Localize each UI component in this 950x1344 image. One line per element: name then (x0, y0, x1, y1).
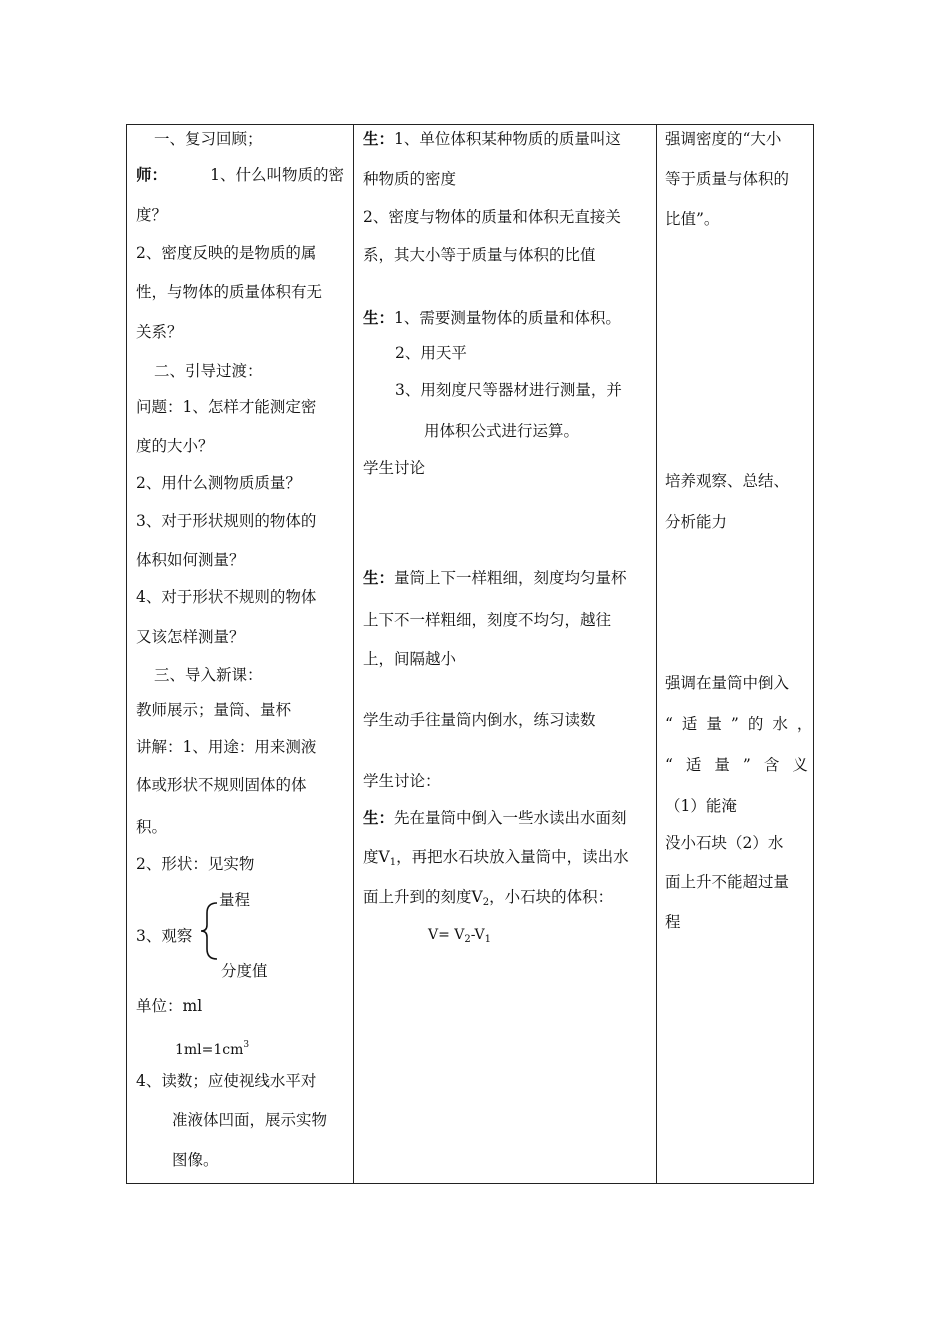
text-line: 没小石块（2）水 (665, 834, 784, 852)
text-line: 性，与物体的质量体积有无 (136, 283, 323, 301)
text-line: 2、用什么测物质质量？ (136, 474, 301, 492)
text-fragment: ，再把水石块放入量筒中，读出水 (396, 848, 629, 866)
text-line: 上，间隔越小 (363, 650, 457, 668)
student-answer (363, 129, 621, 149)
text-line: 体或形状不规则固体的体 (136, 776, 307, 794)
text-line: 4、读数；应使视线水平对 (136, 1072, 317, 1090)
text-line: 3、用刻度尺等器材进行测量，并 (395, 381, 622, 399)
text-line: 图像。 (172, 1151, 219, 1169)
text-line: “适量”含义 (665, 756, 821, 774)
volume-formula (428, 925, 491, 950)
subscript: 2 (464, 934, 471, 945)
text-line: 面上升不能超过量 (665, 873, 790, 891)
text-line (363, 887, 613, 913)
subscript: 1 (389, 857, 397, 868)
text-line: 比值”。 (665, 210, 720, 228)
text-line: 准液体凹面，展示实物 (172, 1111, 328, 1129)
observe-range: 量程 (219, 891, 251, 909)
text-line: 3、对于形状规则的物体的 (136, 512, 317, 530)
text-line: 关系？ (136, 323, 183, 341)
text-line: 体积如何测量？ (136, 551, 245, 569)
observe-division: 分度值 (221, 962, 268, 980)
text-line: “适量”的水， (665, 715, 822, 733)
section-heading: 一、复习回顾； (154, 130, 263, 148)
text-fragment: 面上升到的刻度V (363, 888, 483, 906)
lesson-table (126, 124, 822, 1184)
answer-text: 1、单位体积某种物质的质量叫这 (394, 130, 621, 148)
subscript: 2 (482, 897, 490, 908)
text-line: 又该怎样测量？ (136, 628, 245, 646)
text-fragment: 度V (363, 848, 390, 866)
text-line: 2、形状：见实物 (136, 855, 255, 873)
speaker-label: 生： (363, 808, 395, 827)
text-line: 2、用天平 (395, 344, 467, 362)
text-fragment: ，小石块的体积： (489, 888, 614, 906)
student-answer (363, 808, 627, 828)
conversion-exponent: 3 (243, 1040, 250, 1050)
text-line: 4、对于形状不规则的物体 (136, 588, 317, 606)
text-line: 系，其大小等于质量与体积的比值 (363, 246, 596, 264)
section-heading: 三、导入新课： (154, 666, 263, 684)
text-line: 学生讨论 (363, 459, 426, 477)
text-line: 等于质量与体积的 (665, 170, 790, 188)
text-line (363, 847, 629, 873)
student-answer (363, 568, 627, 588)
text-line: 种物质的密度 (363, 170, 457, 188)
student-answer (363, 308, 621, 328)
curly-brace-icon (199, 901, 221, 961)
teacher-column (127, 125, 353, 1183)
text-line: 强调在量筒中倒入 (665, 674, 790, 692)
speaker-label: 生： (363, 568, 395, 587)
text-line: 问题：1、怎样才能测定密 (136, 398, 317, 416)
formula-part: -V (470, 927, 485, 943)
text-line: 教师展示；量筒、量杯 (136, 701, 292, 719)
text-line: 学生动手往量筒内倒水，练习读数 (363, 711, 596, 729)
conversion-text: 1ml=1cm (175, 1042, 244, 1058)
answer-text: 先在量筒中倒入一些水读出水面刻 (394, 809, 627, 827)
student-column (354, 125, 656, 1183)
conversion-line (175, 1035, 249, 1060)
speaker-label: 生： (363, 308, 395, 327)
text-line: 分析能力 (665, 513, 728, 531)
speaker-label: 师： (136, 165, 168, 184)
section-heading: 二、引导过渡： (154, 362, 263, 380)
text-line: 强调密度的“大小 (665, 130, 782, 148)
subscript: 1 (484, 934, 491, 945)
text-line: 度的大小？ (136, 437, 214, 455)
text-line: 程 (665, 913, 681, 931)
answer-text: 1、需要测量物体的质量和体积。 (394, 309, 621, 327)
text-line: 积。 (136, 818, 168, 836)
question-text: 1、什么叫物质的密 (210, 166, 344, 184)
text-line: 2、密度反映的是物质的属 (136, 244, 317, 262)
notes-column (657, 125, 822, 1183)
answer-text: 量筒上下一样粗细，刻度均匀量杯 (394, 569, 627, 587)
text-line: 上下不一样粗细，刻度不均匀，越往 (363, 611, 612, 629)
unit-line: 单位：ml (136, 997, 203, 1015)
formula-part: V= V (428, 927, 465, 943)
text-line: 培养观察、总结、 (665, 472, 790, 490)
text-line: （1）能淹 (665, 797, 737, 815)
text-line: 学生讨论： (363, 772, 441, 790)
teacher-question (136, 165, 344, 185)
text-line: 用体积公式进行运算。 (424, 422, 580, 440)
text-line: 2、密度与物体的质量和体积无直接关 (363, 208, 621, 226)
text-line: 度？ (136, 206, 168, 224)
speaker-label: 生： (363, 129, 395, 148)
observe-label: 3、观察 (136, 927, 193, 945)
text-line: 讲解：1、用途：用来测液 (136, 738, 317, 756)
